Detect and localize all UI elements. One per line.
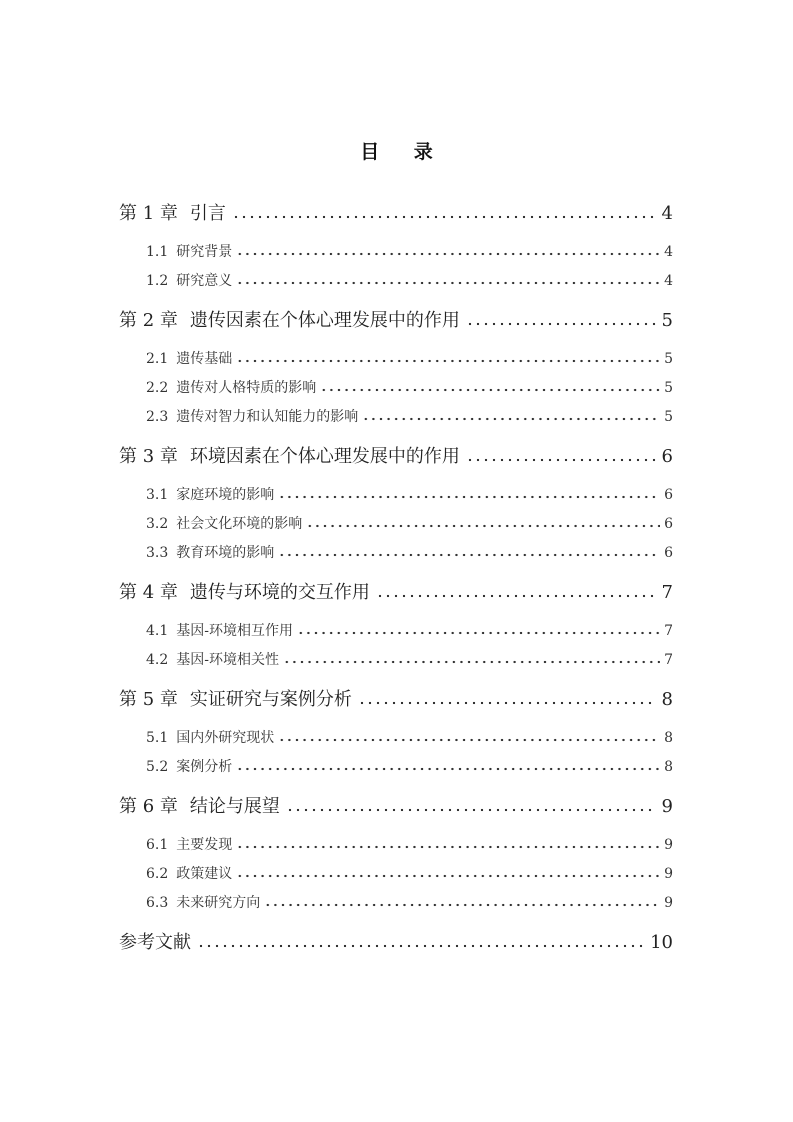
toc-entry-page: 4 xyxy=(661,203,673,224)
toc-entry-label: 未来研究方向 xyxy=(176,895,261,911)
dot-leader xyxy=(236,281,660,285)
dot-leader xyxy=(236,874,660,878)
toc-entry-page: 5 xyxy=(664,380,673,396)
toc-entry-page: 6 xyxy=(664,516,673,532)
toc-entry-section[interactable] xyxy=(119,345,673,374)
toc-entry-page: 8 xyxy=(664,759,673,775)
toc-entry-chapter[interactable] xyxy=(119,442,673,471)
toc-entry-section[interactable] xyxy=(119,267,673,296)
toc-entry-number: 第 6 章 xyxy=(119,796,178,817)
toc-entry-label: 遗传因素在个体心理发展中的作用 xyxy=(189,310,460,331)
dot-leader xyxy=(264,903,660,907)
toc-entry-label: 主要发现 xyxy=(176,837,233,853)
toc-entry-chapter[interactable] xyxy=(119,199,673,228)
toc-entry-page: 7 xyxy=(661,582,673,603)
toc-entry-page: 9 xyxy=(664,895,673,911)
toc-entry-section[interactable] xyxy=(119,481,673,510)
toc-entry-label: 环境因素在个体心理发展中的作用 xyxy=(189,446,460,467)
toc-entry-page: 5 xyxy=(664,351,673,367)
toc-entry-page: 4 xyxy=(664,273,673,289)
toc-entry-section[interactable] xyxy=(119,646,673,675)
toc-entry-chapter[interactable] xyxy=(119,792,673,821)
toc-entry-section[interactable] xyxy=(119,539,673,568)
toc-entry-label: 社会文化环境的影响 xyxy=(176,516,303,532)
dot-leader xyxy=(358,701,656,705)
toc-entry-number: 5.2 xyxy=(146,759,169,775)
toc-entry-label: 家庭环境的影响 xyxy=(176,487,275,503)
toc-entry-section[interactable] xyxy=(119,403,673,432)
toc-entry-page: 8 xyxy=(664,730,673,746)
toc-entry-section[interactable] xyxy=(119,617,673,646)
toc-entry-label: 政策建议 xyxy=(176,866,233,882)
toc-entry-section[interactable] xyxy=(119,374,673,403)
dot-leader xyxy=(297,631,660,635)
toc-entry-label: 基因-环境相关性 xyxy=(176,652,279,668)
toc-entry-label: 参考文献 xyxy=(119,932,191,953)
toc-entry-label: 研究意义 xyxy=(176,273,233,289)
toc-entry-section[interactable] xyxy=(119,889,673,918)
toc-entry-page: 4 xyxy=(664,244,673,260)
toc-entry-number: 3.1 xyxy=(146,487,169,503)
toc-entry-chapter[interactable] xyxy=(119,578,673,607)
toc-entry-number: 第 3 章 xyxy=(119,446,178,467)
toc-entry-label: 结论与展望 xyxy=(189,796,280,817)
toc-entry-page: 9 xyxy=(664,866,673,882)
dot-leader xyxy=(466,458,656,462)
dot-leader xyxy=(306,524,660,528)
dot-leader xyxy=(278,495,660,499)
toc-entry-page: 7 xyxy=(664,652,673,668)
toc-entry-label: 基因-环境相互作用 xyxy=(176,623,293,639)
dot-leader xyxy=(283,660,660,664)
toc-entry-page: 8 xyxy=(661,689,673,710)
toc-entry-label: 教育环境的影响 xyxy=(176,545,275,561)
toc-entry-page: 9 xyxy=(661,796,673,817)
dot-leader xyxy=(236,767,660,771)
toc-entry-number: 4.1 xyxy=(146,623,169,639)
dot-leader xyxy=(236,252,660,256)
toc-entry-number: 6.2 xyxy=(146,866,169,882)
dot-leader xyxy=(236,845,660,849)
toc-entry-page: 6 xyxy=(661,446,673,467)
dot-leader xyxy=(376,594,656,598)
toc-entry-label: 实证研究与案例分析 xyxy=(189,689,352,710)
toc-entry-number: 4.2 xyxy=(146,652,169,668)
toc-entry-number: 5.1 xyxy=(146,730,169,746)
toc-entry-number: 6.1 xyxy=(146,837,169,853)
toc-entry-number: 第 1 章 xyxy=(119,203,178,224)
toc-entry-label: 研究背景 xyxy=(176,244,233,260)
toc-entry-page: 5 xyxy=(661,310,673,331)
toc-entry-section[interactable] xyxy=(119,860,673,889)
toc-entry-label: 引言 xyxy=(189,203,226,224)
dot-leader xyxy=(278,738,660,742)
toc-entry-label: 国内外研究现状 xyxy=(176,730,275,746)
toc-entry-number: 3.3 xyxy=(146,545,169,561)
toc-entry-label: 遗传基础 xyxy=(176,351,233,367)
toc-entry-number: 2.1 xyxy=(146,351,169,367)
toc-title: 目 录 xyxy=(360,141,447,163)
toc-entry-label: 案例分析 xyxy=(176,759,233,775)
toc-entry-label: 遗传对人格特质的影响 xyxy=(176,380,317,396)
toc-entry-chapter[interactable] xyxy=(119,306,673,335)
toc-entry-chapter[interactable] xyxy=(119,685,673,714)
toc-entry-label: 遗传与环境的交互作用 xyxy=(189,582,370,603)
dot-leader xyxy=(278,553,660,557)
toc-entry-number: 1.1 xyxy=(146,244,169,260)
toc-entry-number: 2.2 xyxy=(146,380,169,396)
toc-entry-page: 7 xyxy=(664,623,673,639)
toc-entry-number: 第 2 章 xyxy=(119,310,178,331)
toc-entry-section[interactable] xyxy=(119,510,673,539)
dot-leader xyxy=(362,417,660,421)
toc-entry-section[interactable] xyxy=(119,831,673,860)
dot-leader xyxy=(232,215,656,219)
toc-entry-number: 6.3 xyxy=(146,895,169,911)
dot-leader xyxy=(197,944,644,948)
table-of-contents xyxy=(119,199,673,967)
dot-leader xyxy=(236,359,660,363)
toc-entry-number: 2.3 xyxy=(146,409,169,425)
toc-entry-page: 9 xyxy=(664,837,673,853)
toc-entry-page: 10 xyxy=(650,932,673,953)
toc-entry-number: 1.2 xyxy=(146,273,169,289)
toc-entry-number: 3.2 xyxy=(146,516,169,532)
toc-entry-chapter[interactable] xyxy=(119,928,673,957)
toc-entry-section[interactable] xyxy=(119,724,673,753)
toc-entry-number: 第 5 章 xyxy=(119,689,178,710)
toc-entry-page: 5 xyxy=(664,409,673,425)
toc-entry-section[interactable] xyxy=(119,753,673,782)
toc-entry-page: 6 xyxy=(664,545,673,561)
dot-leader xyxy=(320,388,660,392)
toc-entry-label: 遗传对智力和认知能力的影响 xyxy=(176,409,359,425)
toc-entry-page: 6 xyxy=(664,487,673,503)
dot-leader xyxy=(286,808,656,812)
toc-entry-section[interactable] xyxy=(119,238,673,267)
toc-entry-number: 第 4 章 xyxy=(119,582,178,603)
dot-leader xyxy=(466,322,656,326)
